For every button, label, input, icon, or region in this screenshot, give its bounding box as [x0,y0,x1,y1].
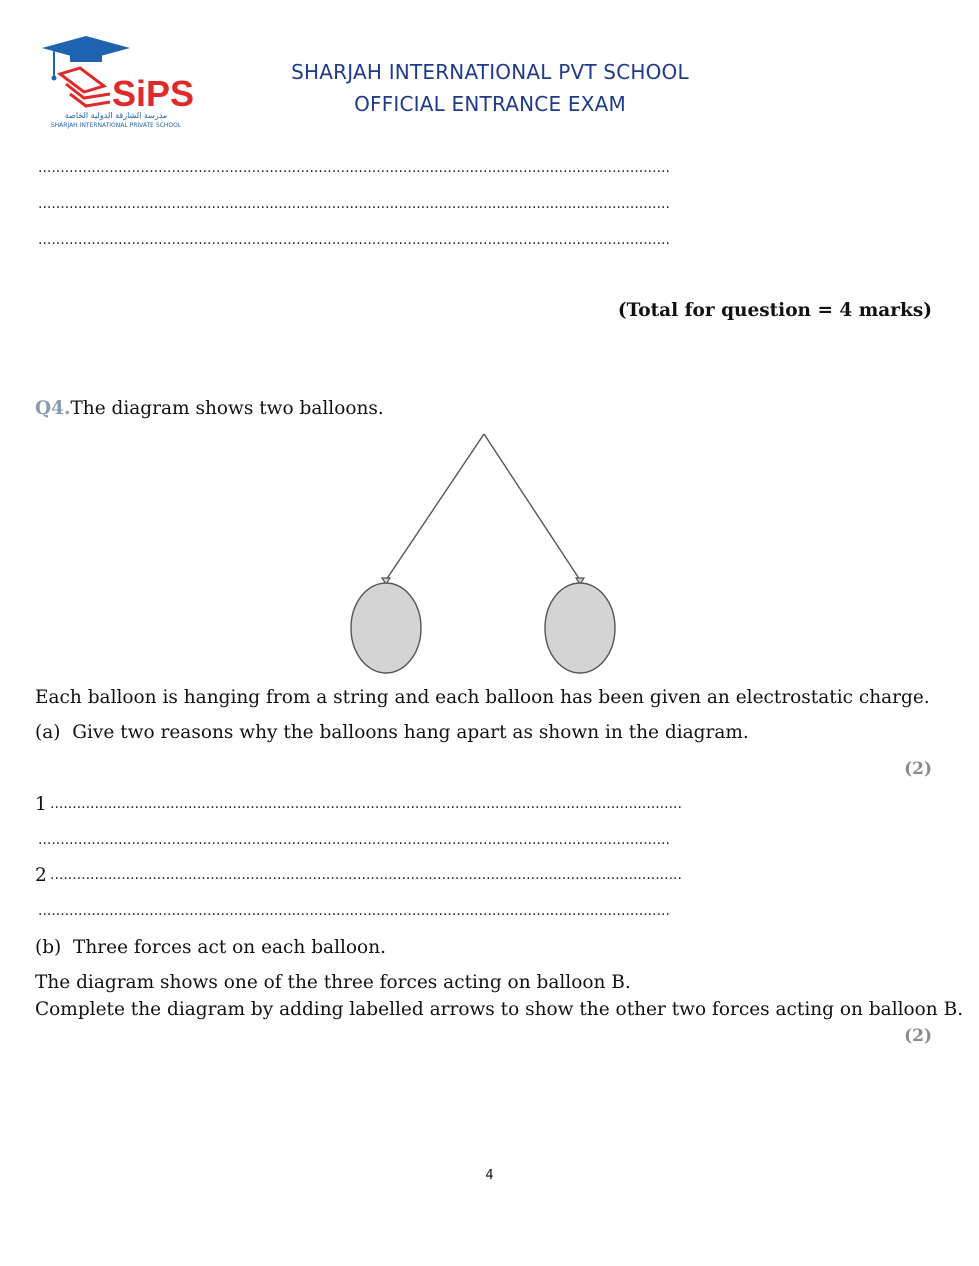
q4-intro [35,398,384,419]
exam-title: OFFICIAL ENTRANCE EXAM [354,92,626,116]
part-a-text: Give two reasons why the balloons hang apart as shown in the diagram. [72,722,749,743]
balloon-b [545,578,615,673]
q4-statement: Each balloon is hanging from a string and each balloon has been given an electrostatic charge. [35,687,930,708]
answer-label-2: 2 [35,865,47,886]
question-total-marks: (Total for question = 4 marks) [617,300,932,321]
logo-arabic-name: مدرسة الشارقة الدولية الخاصة [64,111,168,120]
string-a [386,434,484,580]
question-number: Q4. [35,398,71,419]
part-a-label: (a) [35,722,61,743]
school-name: SHARJAH INTERNATIONAL PVT SCHOOL [291,60,689,84]
balloons-diagram [340,430,630,680]
page-number: 4 [485,1168,494,1183]
q4-part-b [35,937,386,958]
answer-line[interactable]: .............................................................................................................................................. [38,832,670,848]
q4-part-a [35,722,749,743]
part-b-label: (b) [35,937,62,958]
part-b-text: Three forces act on each balloon. [73,937,386,958]
logo-wordmark: SiPS [112,73,195,114]
part-b-marks: (2) [904,1026,932,1046]
answer-line[interactable]: .............................................................................................................................................. [38,232,670,248]
answer-line[interactable]: .............................................................................................................................................. [38,160,670,176]
answer-line[interactable]: .............................................................................................................................................. [38,903,670,919]
answer-line[interactable]: .............................................................................................................................................. [38,196,670,212]
logo-english-name: SHARJAH INTERNATIONAL PRIVATE SCHOOL [50,122,182,129]
balloon-a [351,578,421,673]
answer-label-1: 1 [35,794,47,815]
school-logo [40,34,196,134]
part-a-marks: (2) [904,759,932,779]
answer-line[interactable]: .............................................................................................................................................. [50,867,682,883]
part-b-line-1: The diagram shows one of the three forces acting on balloon B. [35,972,631,993]
string-b [484,434,580,580]
answer-line[interactable]: .............................................................................................................................................. [50,796,682,812]
q4-intro-text: The diagram shows two balloons. [70,398,384,419]
part-b-line-2: Complete the diagram by adding labelled arrows to show the other two forces acting on balloon B. [35,999,964,1020]
logo-graphic [40,34,196,134]
